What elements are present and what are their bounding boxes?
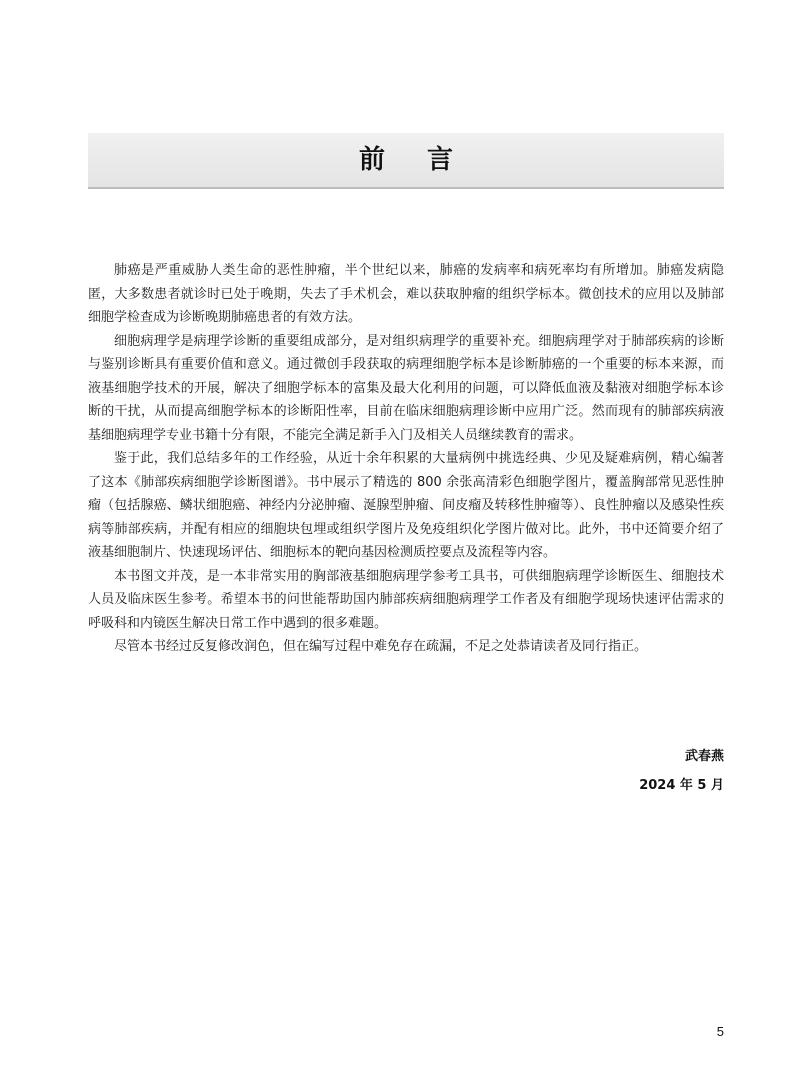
- paragraph-4: 本书图文并茂，是一本非常实用的胸部液基细胞病理学参考工具书，可供细胞病理学诊断医生、细胞技术人员及临床医生参考。希望本书的问世能帮助国内肺部疾病细胞病理学工作者及有细胞学现场快速评估需求的呼吸科和内镜医生解决日常工作中遇到的很多难题。: [88, 568, 724, 631]
- page-title: 前言: [358, 145, 495, 175]
- signature-block: [639, 742, 724, 800]
- signature-date: 2024 年 5 月: [639, 778, 724, 793]
- paragraph-2: 细胞病理学是病理学诊断的重要组成部分，是对组织病理学的重要补充。细胞病理学对于肺部疾病的诊断与鉴别诊断具有重要价值和意义。通过微创手段获取的病理细胞学标本是诊断肺癌的一个重要的标本来源，而液基细胞学技术的开展，解决了细胞学标本的富集及最大化利用的问题，可以降低血液及黏液对细胞学标本诊断的干扰，从而提高细胞学标本的诊断阳性率，目前在临床细胞病理诊断中应用广泛。然而现有的肺部疾病液基细胞病理学专业书籍十分有限，不能完全满足新手入门及相关人员继续教育的需求。: [88, 333, 724, 443]
- paragraph-3: 鉴于此，我们总结多年的工作经验，从近十余年积累的大量病例中挑选经典、少见及疑难病例，精心编著了这本《肺部疾病细胞学诊断图谱》。书中展示了精选的 800 余张高清彩色细胞学图片，覆盖胸部常见恶性肿瘤（包括腺癌、鳞状细胞癌、神经内分泌肿瘤、涎腺型肿瘤、间皮瘤及转移性肿瘤等）、良性肿瘤以及感染性疾病等肺部疾病，并配有相应的细胞块包埋或组织学图片及免疫组织化学图片做对比。此外，书中还简要介绍了液基细胞制片、快速现场评估、细胞标本的靶向基因检测质控要点及流程等内容。: [88, 451, 724, 560]
- paragraph-5: 尽管本书经过反复修改润色，但在编写过程中难免存在疏漏，不足之处恭请读者及同行指正。: [114, 639, 648, 654]
- preface-body: [88, 259, 724, 659]
- page-number: 5: [716, 1024, 724, 1039]
- title-band: [88, 133, 724, 189]
- paragraph-1: 肺癌是严重威胁人类生命的恶性肿瘤，半个世纪以来，肺癌的发病率和病死率均有所增加。肺癌发病隐匿，大多数患者就诊时已处于晚期，失去了手术机会，难以获取肿瘤的组织学标本。微创技术的应用以及肺部细胞学检查成为诊断晚期肺癌患者的有效方法。: [88, 263, 724, 325]
- author-name: 武春燕: [684, 749, 724, 764]
